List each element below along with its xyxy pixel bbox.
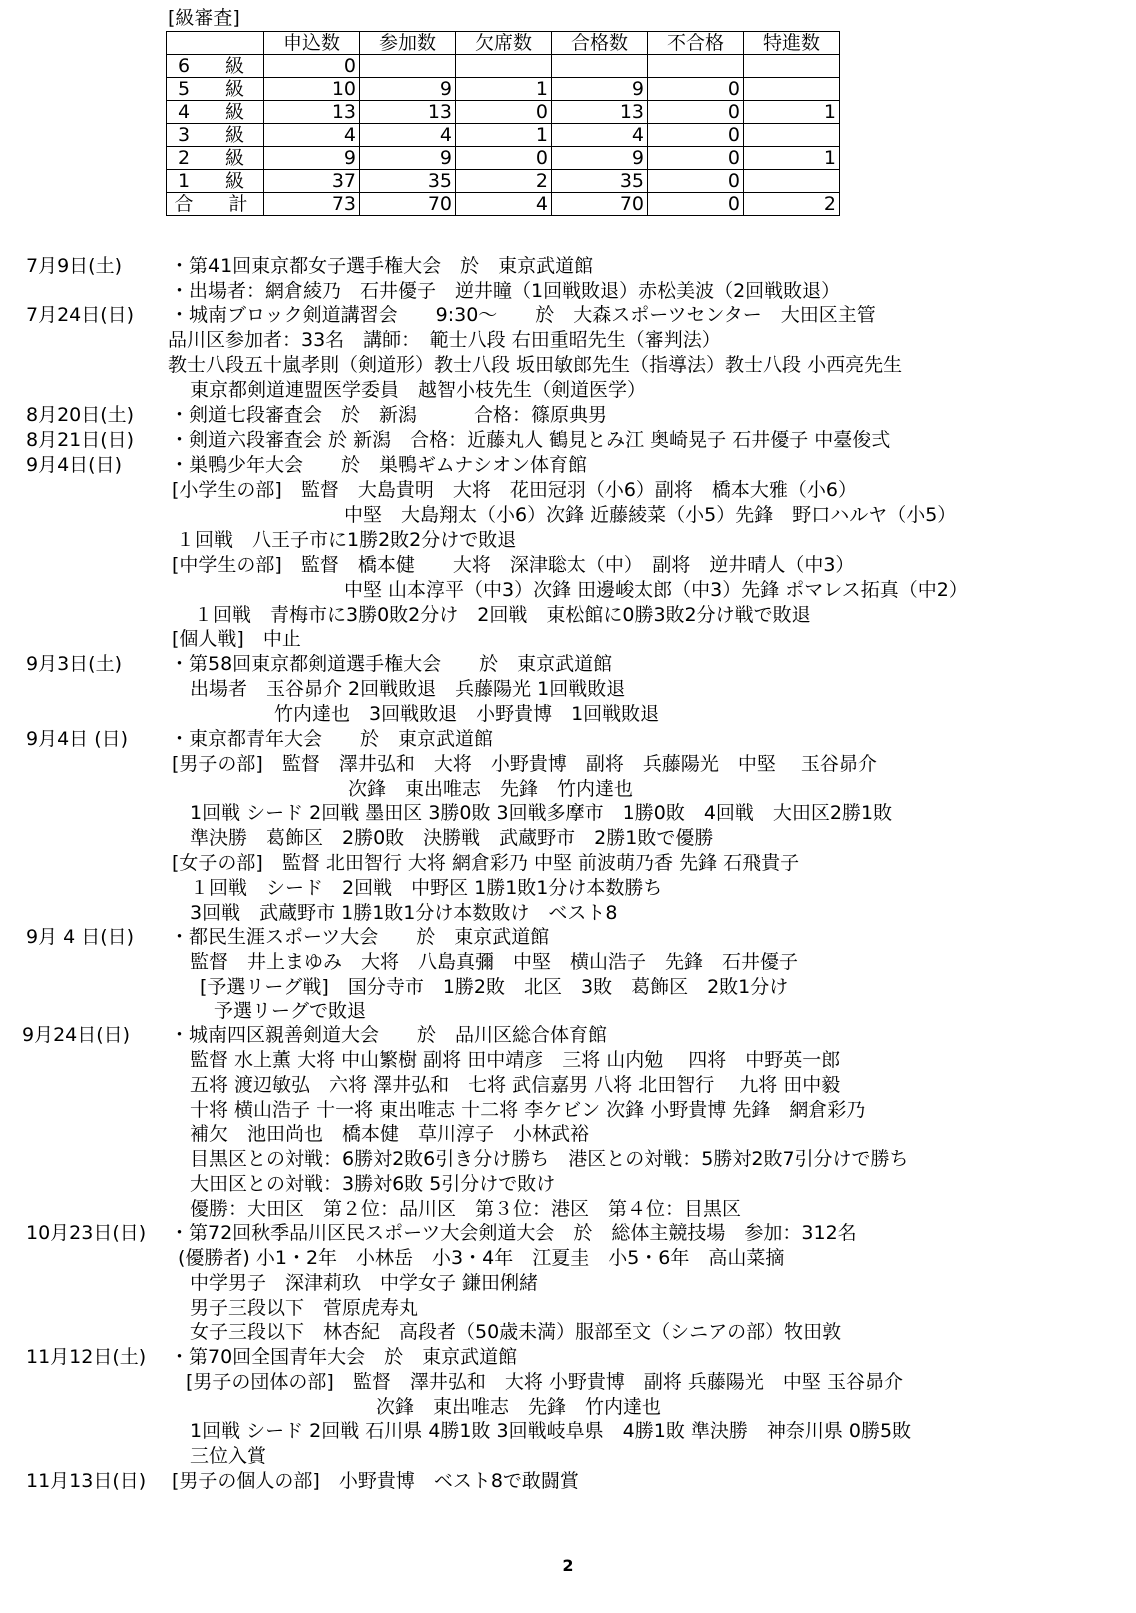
table-cell: 4: [360, 124, 456, 147]
table-cell: [744, 55, 840, 78]
table-cell: 9: [552, 78, 648, 101]
table-cell: 4: [264, 124, 360, 147]
table-caption: [級審査]: [168, 7, 240, 29]
body-line: ・第58回東京都剣道選手権大会 於 東京武道館: [170, 653, 613, 675]
row-label: 2 級: [167, 147, 264, 170]
table-cell: 9: [360, 78, 456, 101]
body-line: 予選リーグで敗退: [214, 1000, 367, 1022]
table-cell: [456, 55, 552, 78]
table-row: [167, 55, 840, 78]
body-line: 教士八段五十嵐孝則（剣道形）教士八段 坂田敏郎先生（指導法）教士八段 小西亮先生: [168, 354, 903, 376]
table-cell: 9: [360, 147, 456, 170]
table-cell: 35: [360, 170, 456, 193]
row-label: 1 級: [167, 170, 264, 193]
body-line: 次鋒 東出唯志 先鋒 竹内達也: [376, 1396, 662, 1418]
body-line: (優勝者) 小1・2年 小林岳 小3・4年 江夏圭 小5・6年 高山菜摘: [178, 1247, 785, 1269]
body-line: [男子の部] 監督 澤井弘和 大将 小野貴博 副将 兵藤陽光 中堅 玉谷昴介: [172, 753, 877, 775]
table-cell: 13: [360, 101, 456, 124]
body-line: ・城南ブロック剣道講習会 9:30～ 於 大森スポーツセンター 大田区主管: [170, 304, 876, 326]
event-date: 9月 4 日(日): [26, 926, 135, 948]
body-line: ・剣道六段審査会 於 新潟 合格：近藤丸人 鶴見とみ江 奥崎晃子 石井優子 中臺俊弍: [170, 429, 891, 451]
table-cell: [744, 124, 840, 147]
body-line: ・第72回秋季品川区民スポーツ大会剣道大会 於 総体主競技場 参加：312名: [170, 1222, 857, 1244]
event-date: 11月13日(日): [26, 1470, 147, 1492]
table-cell: 37: [264, 170, 360, 193]
body-line: ・巣鴨少年大会 於 巣鴨ギムナシオン体育館: [170, 454, 588, 476]
body-line: 次鋒 東出唯志 先鋒 竹内達也: [348, 778, 634, 800]
body-line: ・第70回全国青年大会 於 東京武道館: [170, 1346, 518, 1368]
body-line: 五将 渡辺敏弘 六将 澤井弘和 七将 武信嘉男 八将 北田智行 九将 田中毅: [190, 1074, 841, 1096]
table-cell: 0: [456, 147, 552, 170]
table-header-row: [167, 32, 840, 55]
body-line: 監督 水上薫 大将 中山繁樹 副将 田中靖彦 三将 山内勉 四将 中野英一郎: [190, 1049, 841, 1071]
body-line: １回戦 シード 2回戦 中野区 1勝1敗1分け本数勝ち: [190, 877, 663, 899]
body-line: 竹内達也 3回戦敗退 小野貴博 1回戦敗退: [274, 703, 660, 725]
table-header-cell: 不合格: [648, 32, 744, 55]
body-line: ・城南四区親善剣道大会 於 品川区総合体育館: [170, 1024, 608, 1046]
table-row: [167, 124, 840, 147]
table-cell: 0: [648, 193, 744, 216]
body-line: 優勝：大田区 第２位：品川区 第３位：港区 第４位：目黒区: [190, 1198, 742, 1220]
body-line: 監督 井上まゆみ 大将 八島真彌 中堅 横山浩子 先鋒 石井優子: [190, 951, 799, 973]
row-label: 5 級: [167, 78, 264, 101]
table-cell: 0: [648, 124, 744, 147]
table-cell: 4: [456, 193, 552, 216]
body-line: [小学生の部] 監督 大島貴明 大将 花田冠羽（小6）副将 橋本大雅（小6）: [172, 479, 858, 501]
event-date: 9月3日(土): [26, 653, 123, 675]
row-label: 合 計: [167, 193, 264, 216]
table-cell: 4: [552, 124, 648, 147]
body-line: [女子の部] 監督 北田智行 大将 網倉彩乃 中堅 前波萌乃香 先鋒 石飛貴子: [172, 852, 800, 874]
table-row: [167, 101, 840, 124]
table-cell: 10: [264, 78, 360, 101]
table-cell: 9: [264, 147, 360, 170]
table-cell: 2: [456, 170, 552, 193]
row-label: 4 級: [167, 101, 264, 124]
table-header-cell: 合格数: [552, 32, 648, 55]
table-cell: [360, 55, 456, 78]
table-row: [167, 147, 840, 170]
event-date: 9月4日 (日): [26, 728, 129, 750]
table-cell: 1: [456, 78, 552, 101]
body-line: ・第41回東京都女子選手権大会 於 東京武道館: [170, 255, 594, 277]
body-line: 目黒区との対戦：6勝対2敗6引き分け勝ち 港区との対戦：5勝対2敗7引分けで勝ち: [190, 1148, 909, 1170]
table-cell: [552, 55, 648, 78]
body-line: ・出場者：網倉綾乃 石井優子 逆井瞳（1回戦敗退）赤松美波（2回戦敗退）: [170, 280, 841, 302]
event-date: 11月12日(土): [26, 1346, 147, 1368]
table-header-cell: [167, 32, 264, 55]
table-row: [167, 170, 840, 193]
body-line: 3回戦 武蔵野市 1勝1敗1分け本数敗け ベスト8: [190, 902, 618, 924]
body-line: [個人戦] 中止: [172, 628, 301, 650]
table-cell: 2: [744, 193, 840, 216]
body-line: [中学生の部] 監督 橋本健 大将 深津聡太（中） 副将 逆井晴人（中3）: [172, 554, 855, 576]
body-line: 中堅 大島翔太（小6）次鋒 近藤綾菜（小5）先鋒 野口ハルヤ（小5）: [344, 504, 957, 526]
table-cell: 70: [360, 193, 456, 216]
body-line: 女子三段以下 林杏紀 高段者（50歳未満）服部至文（シニアの部）牧田敦: [190, 1321, 842, 1343]
table-cell: 13: [552, 101, 648, 124]
table-cell: [744, 170, 840, 193]
body-line: [男子の個人の部] 小野貴博 ベスト8で敢闘賞: [172, 1470, 579, 1492]
body-line: [男子の団体の部] 監督 澤井弘和 大将 小野貴博 副将 兵藤陽光 中堅 玉谷昴介: [186, 1371, 903, 1393]
table-cell: [648, 55, 744, 78]
row-label: 6 級: [167, 55, 264, 78]
body-line: [予選リーグ戦] 国分寺市 1勝2敗 北区 3敗 葛飾区 2敗1分け: [200, 976, 789, 998]
body-line: 東京都剣道連盟医学委員 越智小枝先生（剣道医学）: [190, 379, 647, 401]
table-cell: 73: [264, 193, 360, 216]
table-cell: 70: [552, 193, 648, 216]
table-header-cell: 参加数: [360, 32, 456, 55]
table-cell: 0: [456, 101, 552, 124]
table-header-cell: 申込数: [264, 32, 360, 55]
event-date: 10月23日(日): [26, 1222, 147, 1244]
body-line: １回戦 青梅市に3勝0敗2分け 2回戦 東松館に0勝3敗2分け戦で敗退: [194, 604, 811, 626]
row-label: 3 級: [167, 124, 264, 147]
table-cell: 1: [744, 147, 840, 170]
table-total-row: [167, 193, 840, 216]
page-number: 2: [562, 1556, 574, 1575]
body-line: 補欠 池田尚也 橋本健 草川淳子 小林武裕: [190, 1123, 590, 1145]
event-date: 7月9日(土): [26, 255, 123, 277]
body-line: 1回戦 シード 2回戦 墨田区 3勝0敗 3回戦多摩市 1勝0敗 4回戦 大田区2勝1敗: [190, 802, 893, 824]
event-date: 8月21日(日): [26, 429, 135, 451]
table-cell: 0: [648, 170, 744, 193]
table-cell: 1: [456, 124, 552, 147]
event-date: 9月24日(日): [22, 1024, 131, 1046]
body-line: ・東京都青年大会 於 東京武道館: [170, 728, 494, 750]
table-header-cell: 欠席数: [456, 32, 552, 55]
body-line: 男子三段以下 菅原虎寿丸: [190, 1297, 419, 1319]
table-cell: 35: [552, 170, 648, 193]
table-cell: 9: [552, 147, 648, 170]
body-line: 十将 横山浩子 十一将 東出唯志 十二将 李ケビン 次鋒 小野貴博 先鋒 網倉彩乃: [190, 1099, 866, 1121]
body-line: 1回戦 シード 2回戦 石川県 4勝1敗 3回戦岐阜県 4勝1敗 準決勝 神奈川県 0勝5敗: [190, 1420, 912, 1442]
body-line: 品川区参加者：33名 講師： 範士八段 右田重昭先生（審判法）: [168, 329, 721, 351]
body-line: 大田区との対戦：3勝対6敗 5引分けで敗け: [190, 1173, 556, 1195]
event-date: 8月20日(土): [26, 404, 135, 426]
table-header-cell: 特進数: [744, 32, 840, 55]
grade-exam-table: [166, 31, 840, 216]
body-line: ・剣道七段審査会 於 新潟 合格：篠原典男: [170, 404, 608, 426]
table-cell: 0: [648, 101, 744, 124]
body-line: 中堅 山本淳平（中3）次鋒 田邊峻太郎（中3）先鋒 ポマレス拓真（中2）: [344, 579, 968, 601]
table-cell: 13: [264, 101, 360, 124]
body-line: ・都民生涯スポーツ大会 於 東京武道館: [170, 926, 550, 948]
body-line: 出場者 玉谷昴介 2回戦敗退 兵藤陽光 1回戦敗退: [190, 678, 626, 700]
table-cell: 0: [648, 147, 744, 170]
body-line: １回戦 八王子市に1勝2敗2分けで敗退: [176, 529, 517, 551]
table-row: [167, 78, 840, 101]
table-cell: 1: [744, 101, 840, 124]
body-line: 三位入賞: [190, 1445, 267, 1467]
table-cell: 0: [264, 55, 360, 78]
body-line: 準決勝 葛飾区 2勝0敗 決勝戦 武蔵野市 2勝1敗で優勝: [190, 827, 714, 849]
body-line: 中学男子 深津莉玖 中学女子 鎌田俐緒: [190, 1272, 539, 1294]
event-date: 7月24日(日): [26, 304, 135, 326]
event-date: 9月4日(日): [26, 454, 123, 476]
table-cell: [744, 78, 840, 101]
table-cell: 0: [648, 78, 744, 101]
